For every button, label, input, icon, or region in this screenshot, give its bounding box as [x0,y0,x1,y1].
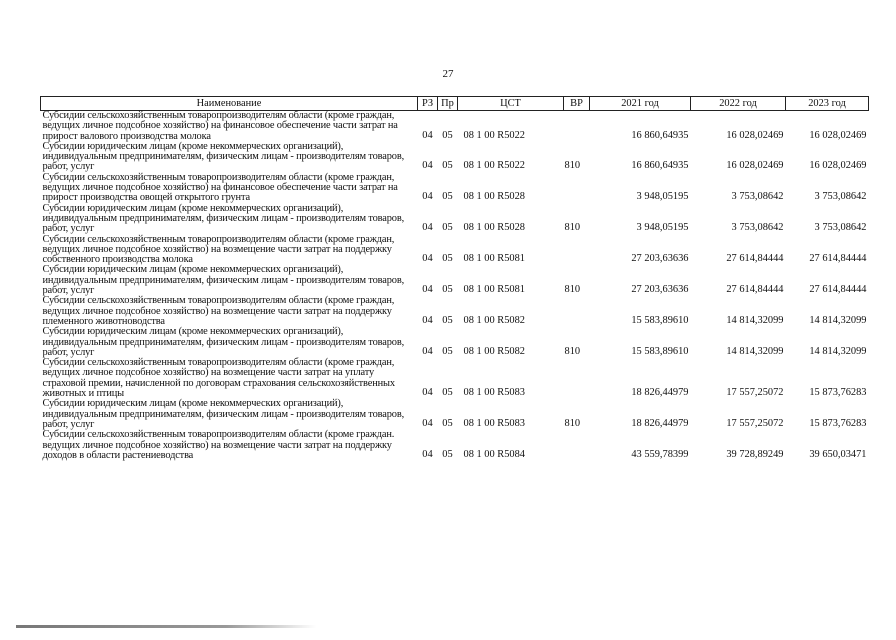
cell-2021: 18 826,44979 [631,387,689,399]
cell-pr: 05 [442,253,453,265]
cell-2021: 15 583,89610 [631,314,689,326]
cell-rz: 04 [422,417,433,429]
cell-name: Субсидии сельскохозяйственным товаропроизводителям области (кроме граждан, ведущих личное подсобное хозяйство) на возмещение части затрат на поддержку собственного производства молока [42,233,395,266]
table-body [41,111,869,462]
cell-vr: 810 [564,160,581,172]
cell-rz: 04 [422,222,433,234]
cell-2023: 15 873,76283 [809,417,867,429]
cell-vr [564,111,590,142]
cell-cst: 08 1 00 R5083 [463,417,525,429]
cell-2023: 14 814,32099 [809,314,867,326]
cell-vr [564,358,590,399]
cell-vr [564,235,590,266]
cell-rz: 04 [422,314,433,326]
cell-2023: 39 650,03471 [809,448,867,460]
cell-2023: 27 614,84444 [809,284,867,296]
cell-vr [564,296,590,327]
cell-rz: 04 [422,253,433,265]
cell-rz: 04 [422,191,433,203]
table-row [41,430,869,461]
cell-rz: 04 [422,387,433,399]
cell-2022: 16 028,02469 [726,129,784,141]
cell-2022: 14 814,32099 [726,345,784,357]
header-2022: 2022 год [691,97,786,111]
cell-cst: 08 1 00 R5022 [463,160,525,172]
cell-cst: 08 1 00 R5082 [463,314,525,326]
cell-cst: 08 1 00 R5083 [463,387,525,399]
cell-rz: 04 [422,160,433,172]
cell-pr: 05 [442,345,453,357]
cell-vr [564,173,590,204]
cell-name: Субсидии сельскохозяйственным товаропроизводителям области (кроме граждан, ведущих личное подсобное хозяйство) на возмещение части затрат на поддержку племенного животноводства [42,295,395,327]
cell-2021: 43 559,78399 [631,448,689,460]
budget-table [40,96,869,461]
table-row [41,358,869,399]
page-number: 27 [442,68,454,80]
cell-2022: 3 753,08642 [731,222,784,234]
cell-name: Субсидии сельскохозяйственным товаропроизводителям области (кроме граждан, ведущих личное подсобное хозяйство) на финансовое обеспечение части затрат на прирост производства овощей открытого грунта [42,171,398,204]
table-row [41,265,869,296]
cell-2022: 17 557,25072 [726,387,784,399]
cell-pr: 05 [442,417,453,429]
table-row [41,173,869,204]
cell-pr: 05 [442,222,453,234]
header-pr: Пр [438,97,458,111]
cell-2022: 27 614,84444 [726,253,784,265]
cell-2023: 15 873,76283 [809,387,867,399]
table-header-row [41,97,869,111]
cell-rz: 04 [422,448,433,460]
cell-cst: 08 1 00 R5028 [463,222,525,234]
cell-2021: 16 860,64935 [631,129,689,141]
cell-name: Субсидии юридическим лицам (кроме некоммерческих организаций), индивидуальным предпринимателям, физическим лицам - производителям товаров, работ, услуг [42,398,405,430]
cell-2022: 3 753,08642 [731,191,784,203]
cell-cst: 08 1 00 R5084 [463,448,525,460]
table-row [41,142,869,173]
cell-cst: 08 1 00 R5028 [463,191,525,203]
cell-name: Субсидии юридическим лицам (кроме некоммерческих организаций), индивидуальным предпринимателям, физическим лицам - производителям товаров, работ, услуг [42,202,405,235]
cell-cst: 08 1 00 R5081 [463,253,525,265]
cell-name: Субсидии юридическим лицам (кроме некоммерческих организаций), индивидуальным предпринимателям, физическим лицам - производителям товаров, работ, услуг [42,326,405,358]
cell-2021: 27 203,63636 [631,284,689,296]
cell-2022: 27 614,84444 [726,284,784,296]
cell-pr: 05 [442,160,453,172]
cell-vr: 810 [564,222,581,234]
table-row [41,235,869,266]
header-2023: 2023 год [786,97,869,111]
cell-2021: 16 860,64935 [631,160,689,172]
cell-name: Субсидии сельскохозяйственным товаропроизводителям области (кроме граждан, ведущих личное подсобное хозяйство) на возмещение части затрат на уплату страховой премии, начисленной по договорам страхования сельскохозяйственных животных и птицы [42,357,395,400]
cell-rz: 04 [422,345,433,357]
cell-vr: 810 [564,417,581,429]
header-cst: ЦСТ [458,97,564,111]
cell-name: Субсидии юридическим лицам (кроме некоммерческих организаций), индивидуальным предпринимателям, физическим лицам - производителям товаров, работ, услуг [42,140,405,173]
cell-pr: 05 [442,448,453,460]
table-row [41,327,869,358]
cell-2021: 15 583,89610 [631,345,689,357]
table-row [41,204,869,235]
cell-2023: 3 753,08642 [814,222,867,234]
cell-pr: 05 [442,191,453,203]
cell-2023: 27 614,84444 [809,253,867,265]
cell-cst: 08 1 00 R5081 [463,284,525,296]
cell-2023: 16 028,02469 [809,129,867,141]
header-rz: РЗ [418,97,438,111]
cell-pr: 05 [442,314,453,326]
cell-2021: 3 948,05195 [636,191,689,203]
cell-vr [564,430,590,461]
cell-vr: 810 [564,345,581,357]
cell-2022: 14 814,32099 [726,314,784,326]
cell-2022: 17 557,25072 [726,417,784,429]
cell-name: Субсидии сельскохозяйственным товаропроизводителям области (кроме граждан. ведущих личное подсобное хозяйство) на возмещение части затрат на поддержку доходов в области растениеводства [42,429,395,461]
cell-2021: 18 826,44979 [631,417,689,429]
header-2021: 2021 год [590,97,691,111]
cell-2021: 3 948,05195 [636,222,689,234]
cell-2022: 16 028,02469 [726,160,784,172]
cell-name: Субсидии юридическим лицам (кроме некоммерческих организаций), индивидуальным предпринимателям, физическим лицам - производителям товаров, работ, услуг [42,264,405,297]
cell-cst: 08 1 00 R5082 [463,345,525,357]
cell-vr: 810 [564,284,581,296]
cell-cst: 08 1 00 R5022 [463,129,525,141]
header-vr: ВР [564,97,590,111]
table-row [41,399,869,430]
cell-2021: 27 203,63636 [631,253,689,265]
table-row [41,111,869,142]
cell-pr: 05 [442,129,453,141]
page-bottom-rule [16,625,316,628]
cell-name: Субсидии сельскохозяйственным товаропроизводителям области (кроме граждан, ведущих личное подсобное хозяйство) на финансовое обеспечение части затрат на прирост валового производства молока [42,110,398,142]
cell-pr: 05 [442,387,453,399]
cell-2022: 39 728,89249 [726,448,784,460]
cell-2023: 3 753,08642 [814,191,867,203]
table-row [41,296,869,327]
cell-rz: 04 [422,284,433,296]
cell-pr: 05 [442,284,453,296]
header-name: Наименование [41,97,418,111]
cell-2023: 14 814,32099 [809,345,867,357]
cell-rz: 04 [422,129,433,141]
cell-2023: 16 028,02469 [809,160,867,172]
